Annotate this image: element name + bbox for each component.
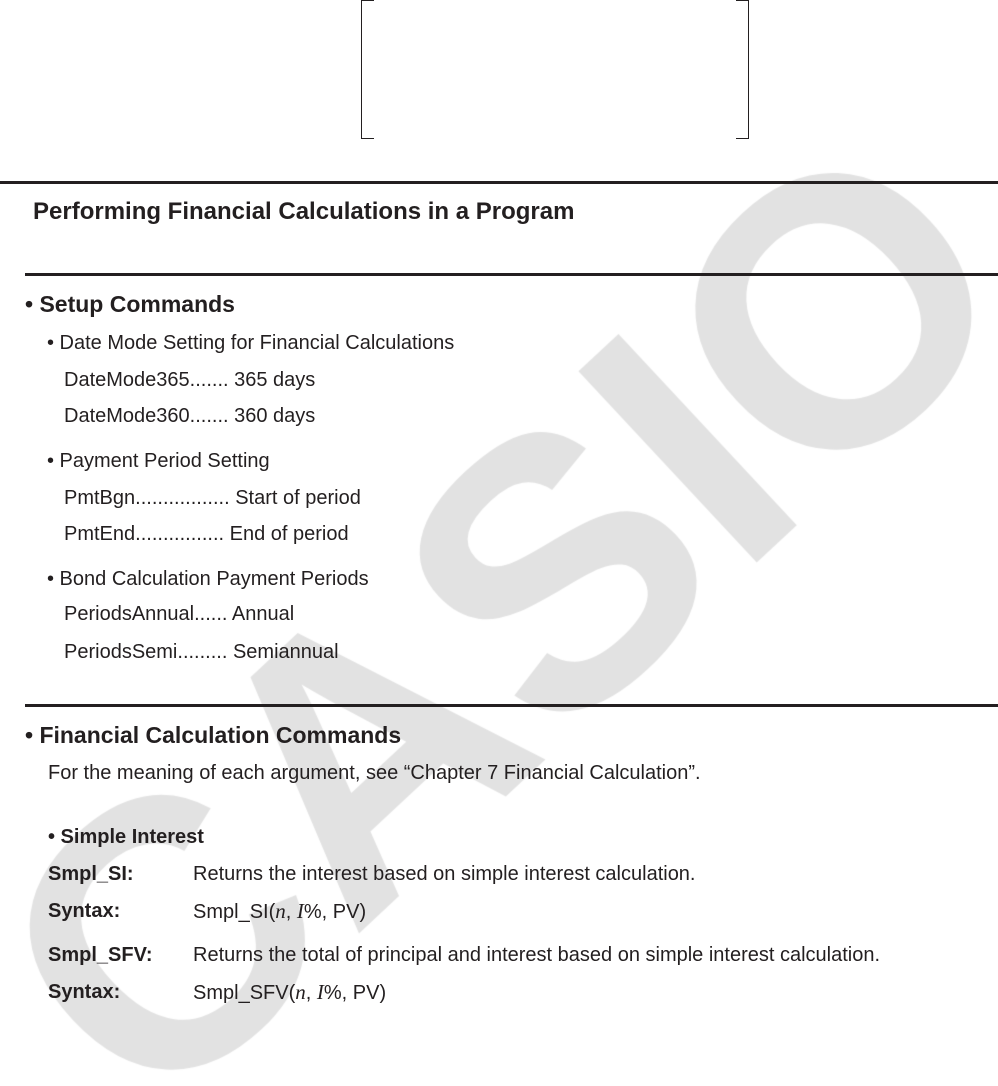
section-heading: • Setup Commands xyxy=(25,291,235,317)
syntax-label: Syntax: xyxy=(48,900,121,922)
command-desc: Returns the total of principal and interest based on simple interest calculation. xyxy=(193,944,881,966)
syntax-label: Syntax: xyxy=(48,981,121,1003)
command-desc: Returns the interest based on simple interest calculation. xyxy=(193,863,696,885)
list-item: PmtEnd................ End of period xyxy=(64,523,349,545)
syntax: Smpl_SFV(n, I%, PV) xyxy=(193,980,387,1004)
command-name: Smpl_SI: xyxy=(48,863,134,885)
bracket-left xyxy=(361,0,374,139)
list-item: PmtBgn................. Start of period xyxy=(64,487,361,509)
divider xyxy=(25,704,998,707)
page-title: Performing Financial Calculations in a Program xyxy=(33,198,575,225)
group-label: • Date Mode Setting for Financial Calculations xyxy=(47,332,455,354)
bracket-right xyxy=(736,0,749,139)
syntax: Smpl_SI(n, I%, PV) xyxy=(193,899,367,923)
sub-heading: • Simple Interest xyxy=(48,826,204,848)
list-item: DateMode365....... 365 days xyxy=(64,369,316,391)
group-label: • Bond Calculation Payment Periods xyxy=(47,568,369,590)
group-label: • Payment Period Setting xyxy=(47,450,270,472)
section-heading: • Financial Calculation Commands xyxy=(25,722,402,748)
list-item: PeriodsAnnual...... Annual xyxy=(64,603,295,625)
list-item: PeriodsSemi......... Semiannual xyxy=(64,641,339,663)
divider xyxy=(0,181,998,184)
section-note: For the meaning of each argument, see “Chapter 7 Financial Calculation”. xyxy=(48,762,701,784)
command-name: Smpl_SFV: xyxy=(48,944,153,966)
divider xyxy=(25,273,998,276)
list-item: DateMode360....... 360 days xyxy=(64,405,316,427)
